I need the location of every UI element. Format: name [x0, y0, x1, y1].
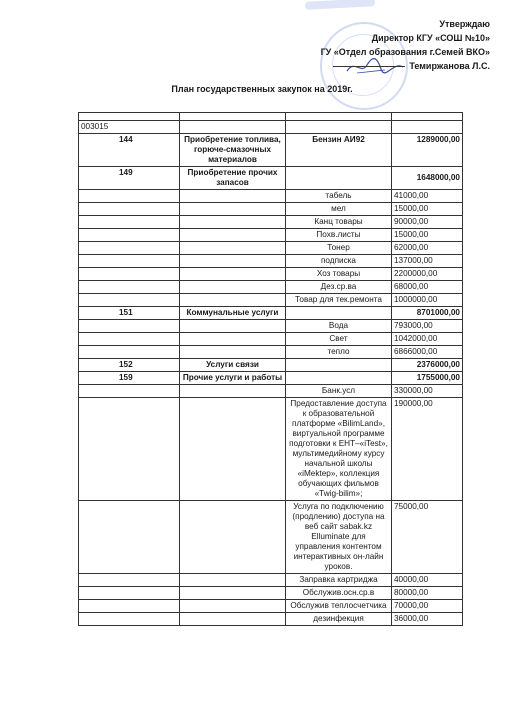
- item-amount: 70000,00: [392, 600, 463, 613]
- procurement-plan-table: [78, 112, 463, 626]
- item-name: Предоставление доступа к образовательной платформе «BilimLand», виртуальной программе подготовки к ЕНТ–«iTest», мультимедийному курсу начальной школы «iMektep», коллекция обучающих фильмов «Twig-bilim»;: [286, 398, 392, 501]
- item-amount: 137000,00: [392, 255, 463, 268]
- table-row: [79, 398, 463, 501]
- section-row-152: [79, 359, 463, 372]
- item-amount: 793000,00: [392, 320, 463, 333]
- table-row: [79, 320, 463, 333]
- item-amount: 40000,00: [392, 574, 463, 587]
- item-name: Свет: [286, 333, 392, 346]
- table-row: [79, 121, 463, 134]
- table-row: [79, 587, 463, 600]
- section-code: 144: [79, 134, 180, 167]
- item-name: Обслужив.осн.ср.в: [286, 587, 392, 600]
- item-name: Хоз товары: [286, 268, 392, 281]
- table-row: [79, 242, 463, 255]
- item-name: Услуга по подключению (продлению) доступа на веб сайт sabak.kz Elluminate для управления контентом интерактивных он-лайн уроков.: [286, 501, 392, 574]
- item-name: подписка: [286, 255, 392, 268]
- item-amount: 36000,00: [392, 613, 463, 626]
- table-row: [79, 574, 463, 587]
- section-name: Приобретение прочих запасов: [180, 167, 286, 190]
- item-amount: 330000,00: [392, 385, 463, 398]
- section-amount: 8701000,00: [392, 307, 463, 320]
- item-name: тепло: [286, 346, 392, 359]
- item-amount: 15000,00: [392, 203, 463, 216]
- document-title: План государственных закупок на 2019г.: [171, 84, 353, 94]
- section-code: 159: [79, 372, 180, 385]
- table-row: [79, 333, 463, 346]
- approval-block: [321, 17, 490, 73]
- approval-signer-line: [321, 59, 490, 73]
- table-row: [79, 113, 463, 121]
- item-amount: 41000,00: [392, 190, 463, 203]
- item-amount: 90000,00: [392, 216, 463, 229]
- section-row-149: [79, 167, 463, 190]
- table-row: [79, 346, 463, 359]
- section-code: 149: [79, 167, 180, 190]
- table-row: [79, 501, 463, 574]
- item-name: Заправка картриджа: [286, 574, 392, 587]
- table-row: [79, 385, 463, 398]
- section-item: Бензин АИ92: [286, 134, 392, 167]
- item-amount: 68000,00: [392, 281, 463, 294]
- item-name: Обслужив теплосчетчика: [286, 600, 392, 613]
- approval-position: Директор КГУ «СОШ №10»: [371, 33, 490, 43]
- item-name: мел: [286, 203, 392, 216]
- table-row: [79, 281, 463, 294]
- section-name: Прочие услуги и работы: [180, 372, 286, 385]
- item-name: Дез.ср.ва: [286, 281, 392, 294]
- item-amount: 190000,00: [392, 398, 463, 501]
- table-row: [79, 216, 463, 229]
- item-name: табель: [286, 190, 392, 203]
- item-amount: 15000,00: [392, 229, 463, 242]
- section-code: 152: [79, 359, 180, 372]
- item-name: Товар для тек.ремонта: [286, 294, 392, 307]
- section-amount: 2376000,00: [392, 359, 463, 372]
- table-row: [79, 255, 463, 268]
- table-row: [79, 600, 463, 613]
- approval-organization: ГУ «Отдел образования г.Семей ВКО»: [320, 47, 490, 57]
- section-amount: 1289000,00: [392, 134, 463, 167]
- approval-heading: Утверждаю: [439, 19, 490, 29]
- section-name: Коммунальные услуги: [180, 307, 286, 320]
- table-row: [79, 229, 463, 242]
- item-name: Канц товары: [286, 216, 392, 229]
- section-code: 151: [79, 307, 180, 320]
- item-name: Тонер: [286, 242, 392, 255]
- table-row: [79, 268, 463, 281]
- item-name: Похв.листы: [286, 229, 392, 242]
- item-amount: 80000,00: [392, 587, 463, 600]
- section-row-144: [79, 134, 463, 167]
- item-name: Банк.усл: [286, 385, 392, 398]
- section-row-159: [79, 372, 463, 385]
- item-amount: 2200000,00: [392, 268, 463, 281]
- section-amount: 1755000,00: [392, 372, 463, 385]
- approval-signer: Темиржанова Л.С.: [409, 61, 490, 71]
- item-amount: 1000000,00: [392, 294, 463, 307]
- table-row: [79, 294, 463, 307]
- item-name: дезинфекция: [286, 613, 392, 626]
- section-amount: 1648000,00: [392, 167, 463, 190]
- table-row: [79, 190, 463, 203]
- section-row-151: [79, 307, 463, 320]
- item-amount: 62000,00: [392, 242, 463, 255]
- signature-line: [333, 66, 405, 67]
- program-code: 003015: [79, 121, 180, 134]
- item-amount: 75000,00: [392, 501, 463, 574]
- table-row: [79, 613, 463, 626]
- table-row: [79, 203, 463, 216]
- section-name: Приобретение топлива, горюче-смазочных материалов: [180, 134, 286, 167]
- section-name: Услуги связи: [180, 359, 286, 372]
- item-amount: 1042000,00: [392, 333, 463, 346]
- item-name: Вода: [286, 320, 392, 333]
- item-amount: 6866000,00: [392, 346, 463, 359]
